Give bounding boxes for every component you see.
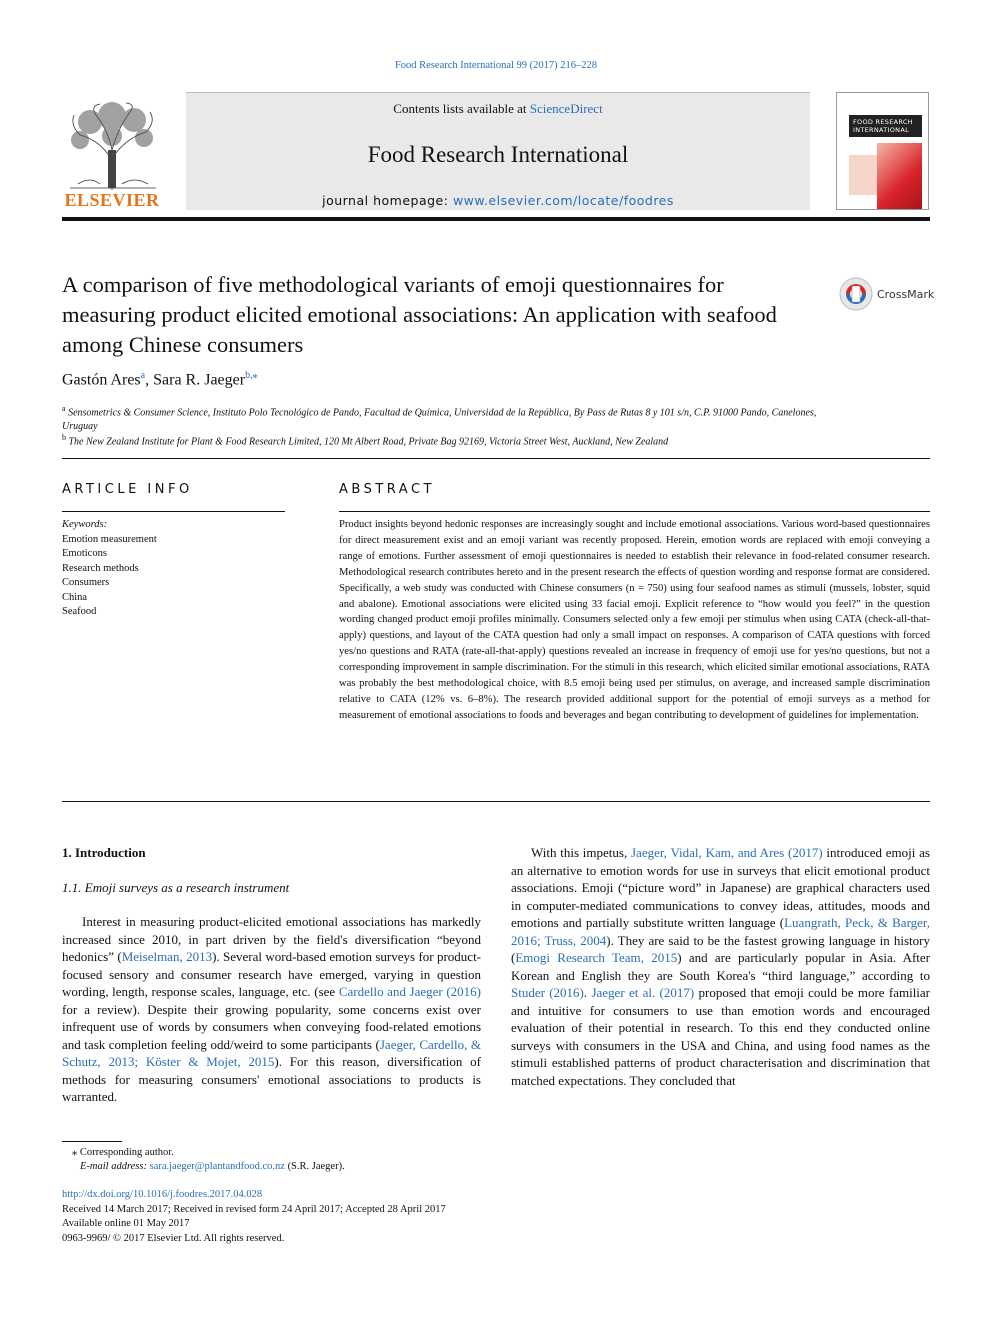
elsevier-wordmark: ELSEVIER xyxy=(64,190,160,210)
citation-link[interactable]: Emogi Research Team, 2015 xyxy=(515,950,678,965)
journal-homepage xyxy=(186,193,810,208)
section-heading: 1. Introduction xyxy=(62,845,146,860)
body-column-right xyxy=(511,844,930,1089)
body-text: for a review). Despite their growing popularity, some concerns exist over infrequent use of words by consumers when conveying food-related emotions and task completion feeling odd/weird to some participants ( xyxy=(62,1001,481,1052)
section-rule xyxy=(62,801,930,802)
journal-cover-thumbnail[interactable] xyxy=(836,92,929,210)
subsection-heading: 1.1. Emoji surveys as a research instrument xyxy=(62,880,290,895)
publication-info xyxy=(62,1188,446,1246)
header-rule xyxy=(62,217,930,221)
email-label: E-mail address: xyxy=(80,1161,150,1172)
email-suffix: (S.R. Jaeger). xyxy=(284,1161,345,1172)
doi-link[interactable]: http://dx.doi.org/10.1016/j.foodres.2017.04.028 xyxy=(62,1189,263,1200)
author-affiliation-mark[interactable]: a xyxy=(140,370,146,381)
keyword-item: Seafood xyxy=(62,606,97,617)
homepage-link[interactable]: www.elsevier.com/locate/foodres xyxy=(452,193,674,208)
abstract-heading: ABSTRACT xyxy=(339,482,435,497)
citation-link[interactable]: Jaeger, Cardello, & Schutz, 2013; Köster & Mojet, 2015 xyxy=(62,1036,481,1069)
journal-name: Food Research International xyxy=(367,142,629,167)
body-column-left xyxy=(62,913,481,1106)
citation-link[interactable]: Studer (2016) xyxy=(511,985,584,1000)
author-name: Gastón Ares xyxy=(62,371,141,389)
sciencedirect-link[interactable]: ScienceDirect xyxy=(529,101,603,116)
keyword-item: Emoticons xyxy=(62,548,107,559)
corresponding-author-note: ⁎ Corresponding author. xyxy=(72,1147,174,1158)
keywords-heading: Keywords: xyxy=(62,519,108,530)
elsevier-tree-logo-icon xyxy=(60,100,164,192)
keyword-item: Research methods xyxy=(62,562,139,574)
affiliation-a xyxy=(62,402,822,434)
author-name: Sara R. Jaeger xyxy=(153,371,246,389)
keywords-block xyxy=(62,518,282,620)
section-rule xyxy=(62,458,930,459)
body-text: . xyxy=(583,985,592,1000)
article-title: A comparison of five methodological variants of emoji questionnaires for measuring product elicited emotional associations: An application with seafood among Chinese consumers xyxy=(62,272,777,357)
body-text: ). They are said to be the fastest growing language in history ( xyxy=(511,932,930,965)
article-info-heading: ARTICLE INFO xyxy=(62,482,193,497)
contents-line xyxy=(186,101,810,117)
cover-graphic-red xyxy=(877,143,922,209)
citation-link[interactable]: Cardello and Jaeger (2016) xyxy=(338,984,482,999)
affiliation-mark: b xyxy=(62,433,66,442)
abstract-text: Product insights beyond hedonic responses are increasingly sought and include emotional associations. Various word-based questionnaires for direct measurement exist and an emoji variant was recently proposed. Herein, emotion words are replaced with emoji conveying a range of emotions. Further assessment of emoji questionnaires is needed to establish their relevance in food-related consumer research. Methodological research contributes hereto and in the present research the effects of question wording and response format are considered. Specifically, a web study was conducted with Chinese consumers (n = 750) using four seafood names as stimuli (mussels, lobster, squid and abalone). Emotional associations were elicited using 33 facial emoji. Explicit reference to “how would you feel?” in the question wording changed product emoji profiles minimally. Consumers selected only a few emoji per stimulus when using CATA (check-all-that-apply) questions, and layout of the CATA question had only a small impact on responses. A comparison of CATA questions with forced yes/no questions and RATA (rate-all-that-apply) questions revealed an increase in frequency of emoji use for yes/no questions, but not a corresponding improvement in sample discrimination. For the stimuli in this research, which elicited similar emotional associations, RATA was probably the best methodological choice, with 8.5 emoji being used per stimulus, on average, and increased sample discrimination relative to CATA (12% vs. 6–8%). The research provided additional support for the potential of emoji surveys as a method for measurement of emotional associations to foods and beverages and began contributing to development of guidelines for implementation. xyxy=(339,519,930,721)
crossmark-label[interactable]: CrossMark xyxy=(877,288,935,301)
journal-citation[interactable]: Food Research International 99 (2017) 216–228 xyxy=(394,60,598,71)
cover-title: FOOD RESEARCH INTERNATIONAL xyxy=(853,118,913,134)
keyword-item: Consumers xyxy=(62,577,110,588)
body-text: ) and are particularly popular in Asia. After Korean and English they are South Korea's “third language,” according to xyxy=(511,950,930,983)
affiliation-mark: a xyxy=(62,404,66,413)
citation-link[interactable]: Jaeger, Vidal, Kam, and Ares (2017) xyxy=(630,845,823,860)
body-text: proposed that emoji could be more familiar and intuitive for consumers to use than emotion words and encouraged evaluation of their potential in research. To this end they conducted online surveys with consumers in the USA and China, and using food names as the stimuli established patterns of product characterisation and discrimination that matched expectations. They concluded that xyxy=(511,985,931,1088)
affiliation-text: The New Zealand Institute for Plant & Food Research Limited, 120 Mt Albert Road, Private Bag 92169, Victoria Street West, Auckland, New Zealand xyxy=(68,436,669,448)
body-text: ). Several word-based emotion surveys for product-focused sensory and consumer research have emerged, varying in question wording, length, response scales, language, etc. (see xyxy=(62,949,482,999)
affiliation-b xyxy=(62,431,822,449)
email-footnote xyxy=(80,1161,345,1172)
author-affiliation-mark[interactable]: b,⁎ xyxy=(245,370,258,381)
author-list xyxy=(62,370,258,389)
body-text: With this impetus, xyxy=(531,845,631,860)
citation-link[interactable]: Luangrath, Peck, & Barger, 2016; Truss, 2004 xyxy=(511,915,930,948)
online-date: Available online 01 May 2017 xyxy=(62,1218,190,1229)
email-link[interactable]: sara.jaeger@plantandfood.co.nz xyxy=(149,1161,285,1172)
keyword-item: China xyxy=(62,591,88,603)
affiliation-text: Sensometrics & Consumer Science, Instituto Polo Tecnológico de Pando, Facultad de Química, Universidad de la República, By Pass de Rutas 8 y 101 s/n, C.P. 91000 Pando, Canelones, Uruguay xyxy=(62,407,817,433)
copyright-line: 0963-9969/ © 2017 Elsevier Ltd. All rights reserved. xyxy=(62,1232,285,1244)
citation-link[interactable]: Meiselman, 2013 xyxy=(121,949,213,964)
body-text: ). For this reason, diversification of methods for measuring consumers' emotional associations to products is warranted. xyxy=(62,1054,481,1104)
author-separator: , xyxy=(145,371,154,389)
abstract-rule xyxy=(339,511,930,512)
keyword-item: Emotion measurement xyxy=(62,533,157,545)
footnote-rule xyxy=(62,1141,122,1142)
body-text: Interest in measuring product-elicited emotional associations has markedly increased since 2010, in part driven by the field's diversification “beyond hedonics” ( xyxy=(62,914,481,964)
contents-prefix: Contents lists available at xyxy=(393,101,530,116)
citation-link[interactable]: Jaeger et al. (2017) xyxy=(591,985,695,1000)
received-dates: Received 14 March 2017; Received in revised form 24 April 2017; Accepted 28 April 2017 xyxy=(62,1203,446,1215)
body-text: introduced emoji as an alternative to emotion words for use in surveys that elicit emotional product associations. Emoji (“picture word” in Japanese) are graphical characters used in computer-mediated communications to convey ideas, attitudes, moods and emotions and partially substitute written language ( xyxy=(511,845,930,930)
homepage-prefix: journal homepage: xyxy=(322,193,453,208)
article-info-rule xyxy=(62,511,285,512)
